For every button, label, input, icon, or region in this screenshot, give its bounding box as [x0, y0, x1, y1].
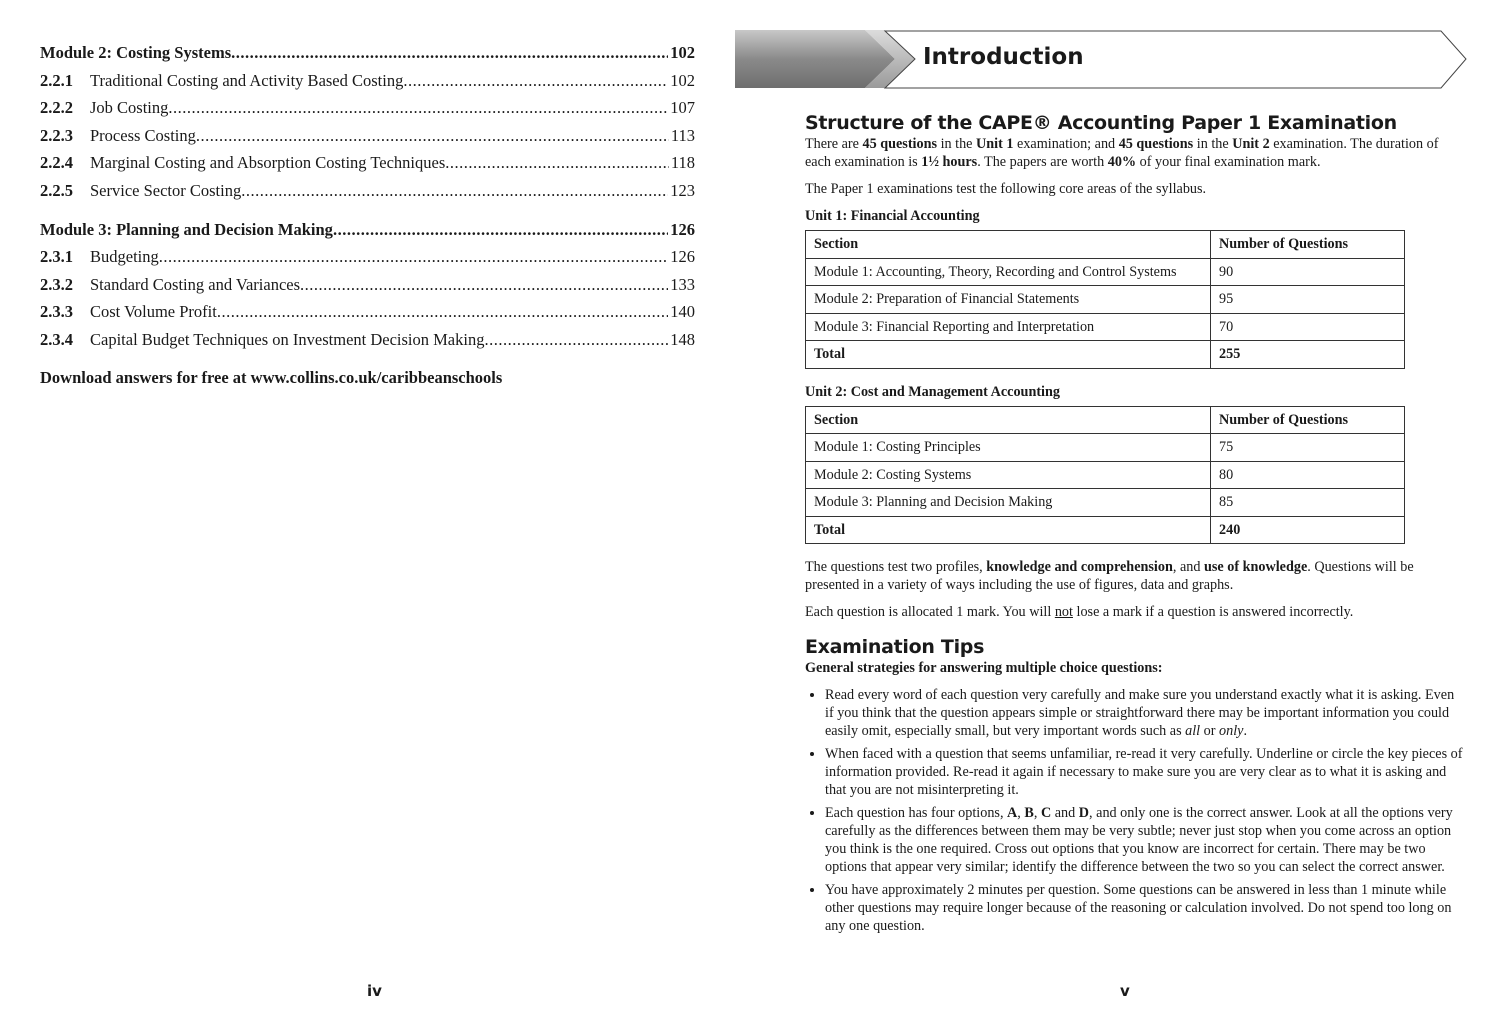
toc-leader-dots — [231, 43, 668, 63]
toc-leader-dots — [333, 220, 668, 240]
tip-item: • Each question has four options, A, B, C and D, and only one is the correct answer. Look at all the options very carefully as the differences between them may be very subtle; never just stop when you come across an option you think is the one required. Cross out options that you know are incorrect for certain. There may be two options that appear very similar; identify the difference between the two so you can select the correct answer. — [825, 804, 1465, 876]
unit1-heading: Unit 1: Financial Accounting — [805, 208, 980, 224]
total-label: Total — [806, 341, 1211, 369]
toc-number: 2.2.5 — [40, 180, 73, 200]
right-page — [735, 0, 1500, 1035]
toc-number: 2.2.2 — [40, 98, 73, 118]
table-header-row — [806, 406, 1405, 434]
introduction-content — [805, 111, 1465, 940]
toc-title: Cost Volume Profit — [90, 302, 217, 322]
tip-item: • Read every word of each question very carefully and make sure you understand exactly what it is asking. Even if you think that the question appears simple or straightforward there may be important information you could easily omit, especially small, but very important words such as all or only. — [825, 686, 1465, 740]
toc-title: Service Sector Costing — [90, 180, 242, 200]
questions-cell: 75 — [1211, 434, 1405, 462]
toc-page-number: 123 — [670, 180, 695, 200]
toc-leader-dots — [217, 302, 668, 322]
toc-item-row[interactable] — [40, 71, 695, 99]
toc-module-row[interactable] — [40, 43, 695, 71]
toc-leader-dots — [484, 330, 668, 350]
toc-leader-dots — [168, 98, 668, 118]
toc-leader-dots — [241, 181, 668, 201]
banner-title: Introduction — [923, 44, 1084, 70]
toc-leader-dots — [445, 153, 669, 173]
toc-item-row[interactable] — [40, 153, 695, 181]
unit2-heading: Unit 2: Cost and Management Accounting — [805, 383, 1060, 400]
toc-leader-dots — [403, 71, 668, 91]
toc-item-row[interactable] — [40, 98, 695, 126]
questions-cell: 80 — [1211, 461, 1405, 489]
table-header-row — [806, 231, 1405, 259]
table-row — [806, 258, 1405, 286]
download-answers-note: Download answers for free at www.collins.co.uk/caribbeanschools — [40, 367, 503, 387]
toc-item-row[interactable] — [40, 247, 695, 275]
table-row — [806, 286, 1405, 314]
col-questions-header: Number of Questions — [1211, 406, 1405, 434]
tips-heading: Examination Tips — [805, 636, 985, 658]
questions-cell: 85 — [1211, 489, 1405, 517]
toc-item-row[interactable] — [40, 126, 695, 154]
toc-number: 2.3.3 — [40, 302, 73, 322]
toc-number: 2.3.4 — [40, 329, 73, 349]
toc-title: Capital Budget Techniques on Investment Decision Making — [90, 329, 485, 349]
toc-page-number: 107 — [670, 98, 695, 118]
section-cell: Module 1: Accounting, Theory, Recording and Control Systems — [806, 258, 1211, 286]
toc-title: Module 3: Planning and Decision Making — [40, 219, 333, 239]
toc-item-row[interactable] — [40, 302, 695, 330]
toc-title: Standard Costing and Variances — [90, 274, 301, 294]
table-row — [806, 313, 1405, 341]
toc-page-number: 126 — [670, 247, 695, 267]
tips-list — [805, 686, 1465, 935]
toc-title: Traditional Costing and Activity Based Costing — [90, 70, 404, 90]
toc-page-number: 102 — [670, 70, 695, 90]
tip-item: • When faced with a question that seems unfamiliar, re-read it very carefully. Underline or circle the key pieces of information provided. Re-read it again if necessary to make sure you are very clear as to what it is asking and that you are not misinterpreting it. — [825, 745, 1465, 799]
table-row — [806, 461, 1405, 489]
toc-title: Process Costing — [90, 125, 196, 145]
toc-page-number: 113 — [670, 125, 695, 145]
table-total-row — [806, 516, 1405, 544]
unit1-table — [805, 230, 1405, 369]
section-cell: Module 1: Costing Principles — [806, 434, 1211, 462]
profiles-paragraph: The questions test two profiles, knowledge and comprehension, and use of knowledge. Questions will be presented in a variety of ways including the use of figures, data and graphs. — [805, 559, 1414, 593]
banner-arrow-graphic — [735, 30, 1467, 90]
unit2-table — [805, 406, 1405, 545]
toc-item-row[interactable] — [40, 275, 695, 303]
core-areas-paragraph: The Paper 1 examinations test the following core areas of the syllabus. — [805, 181, 1207, 197]
section-cell: Module 3: Financial Reporting and Interpretation — [806, 313, 1211, 341]
toc-title: Job Costing — [90, 98, 169, 118]
toc-number: 2.3.2 — [40, 274, 73, 294]
total-value: 255 — [1211, 341, 1405, 369]
section-cell: Module 2: Costing Systems — [806, 461, 1211, 489]
toc-number: 2.2.3 — [40, 125, 73, 145]
tip-item: • You have approximately 2 minutes per question. Some questions can be answered in less than 1 minute while other questions may require longer because of the reasoning or calculation involved. Do not spend too long on any one question. — [825, 881, 1465, 935]
col-section-header: Section — [806, 406, 1211, 434]
toc-leader-dots — [159, 247, 669, 267]
table-row — [806, 489, 1405, 517]
tips-subheading: General strategies for answering multiple choice questions: — [805, 660, 1163, 676]
table-row — [806, 434, 1405, 462]
toc-number: 2.2.4 — [40, 153, 73, 173]
toc-page-number: 118 — [670, 153, 695, 173]
page-number-right: v — [1120, 982, 1130, 1000]
questions-cell: 95 — [1211, 286, 1405, 314]
table-total-row — [806, 341, 1405, 369]
total-value: 240 — [1211, 516, 1405, 544]
toc-leader-dots — [300, 275, 668, 295]
toc-module-row[interactable] — [40, 220, 695, 248]
toc-leader-dots — [196, 126, 669, 146]
toc-page-number: 126 — [670, 219, 695, 239]
toc-page-number: 133 — [670, 274, 695, 294]
toc-title: Module 2: Costing Systems — [40, 43, 232, 62]
toc-page-number: 140 — [670, 302, 695, 322]
toc-item-row[interactable] — [40, 181, 695, 209]
toc-page-number: 102 — [670, 43, 695, 62]
questions-cell: 70 — [1211, 313, 1405, 341]
table-of-contents — [40, 43, 695, 388]
chapter-banner — [735, 30, 1467, 90]
col-section-header: Section — [806, 231, 1211, 259]
intro-paragraph: There are 45 questions in the Unit 1 examination; and 45 questions in the Unit 2 examination. The duration of each examination is 1½ hours. The papers are worth 40% of your final examination mark. — [805, 136, 1439, 170]
left-page — [0, 0, 735, 1035]
toc-title: Budgeting — [90, 247, 159, 267]
structure-heading: Structure of the CAPE® Accounting Paper 1 Examination — [805, 112, 1397, 134]
toc-number: 2.2.1 — [40, 70, 73, 90]
mark-paragraph: Each question is allocated 1 mark. You will not lose a mark if a question is answered incorrectly. — [805, 604, 1354, 620]
toc-number: 2.3.1 — [40, 247, 73, 267]
page-number-left: iv — [367, 982, 382, 1000]
toc-page-number: 148 — [670, 329, 695, 349]
section-cell: Module 2: Preparation of Financial Statements — [806, 286, 1211, 314]
col-questions-header: Number of Questions — [1211, 231, 1405, 259]
toc-item-row[interactable] — [40, 330, 695, 358]
toc-title: Marginal Costing and Absorption Costing Techniques — [90, 153, 446, 173]
section-cell: Module 3: Planning and Decision Making — [806, 489, 1211, 517]
questions-cell: 90 — [1211, 258, 1405, 286]
total-label: Total — [806, 516, 1211, 544]
